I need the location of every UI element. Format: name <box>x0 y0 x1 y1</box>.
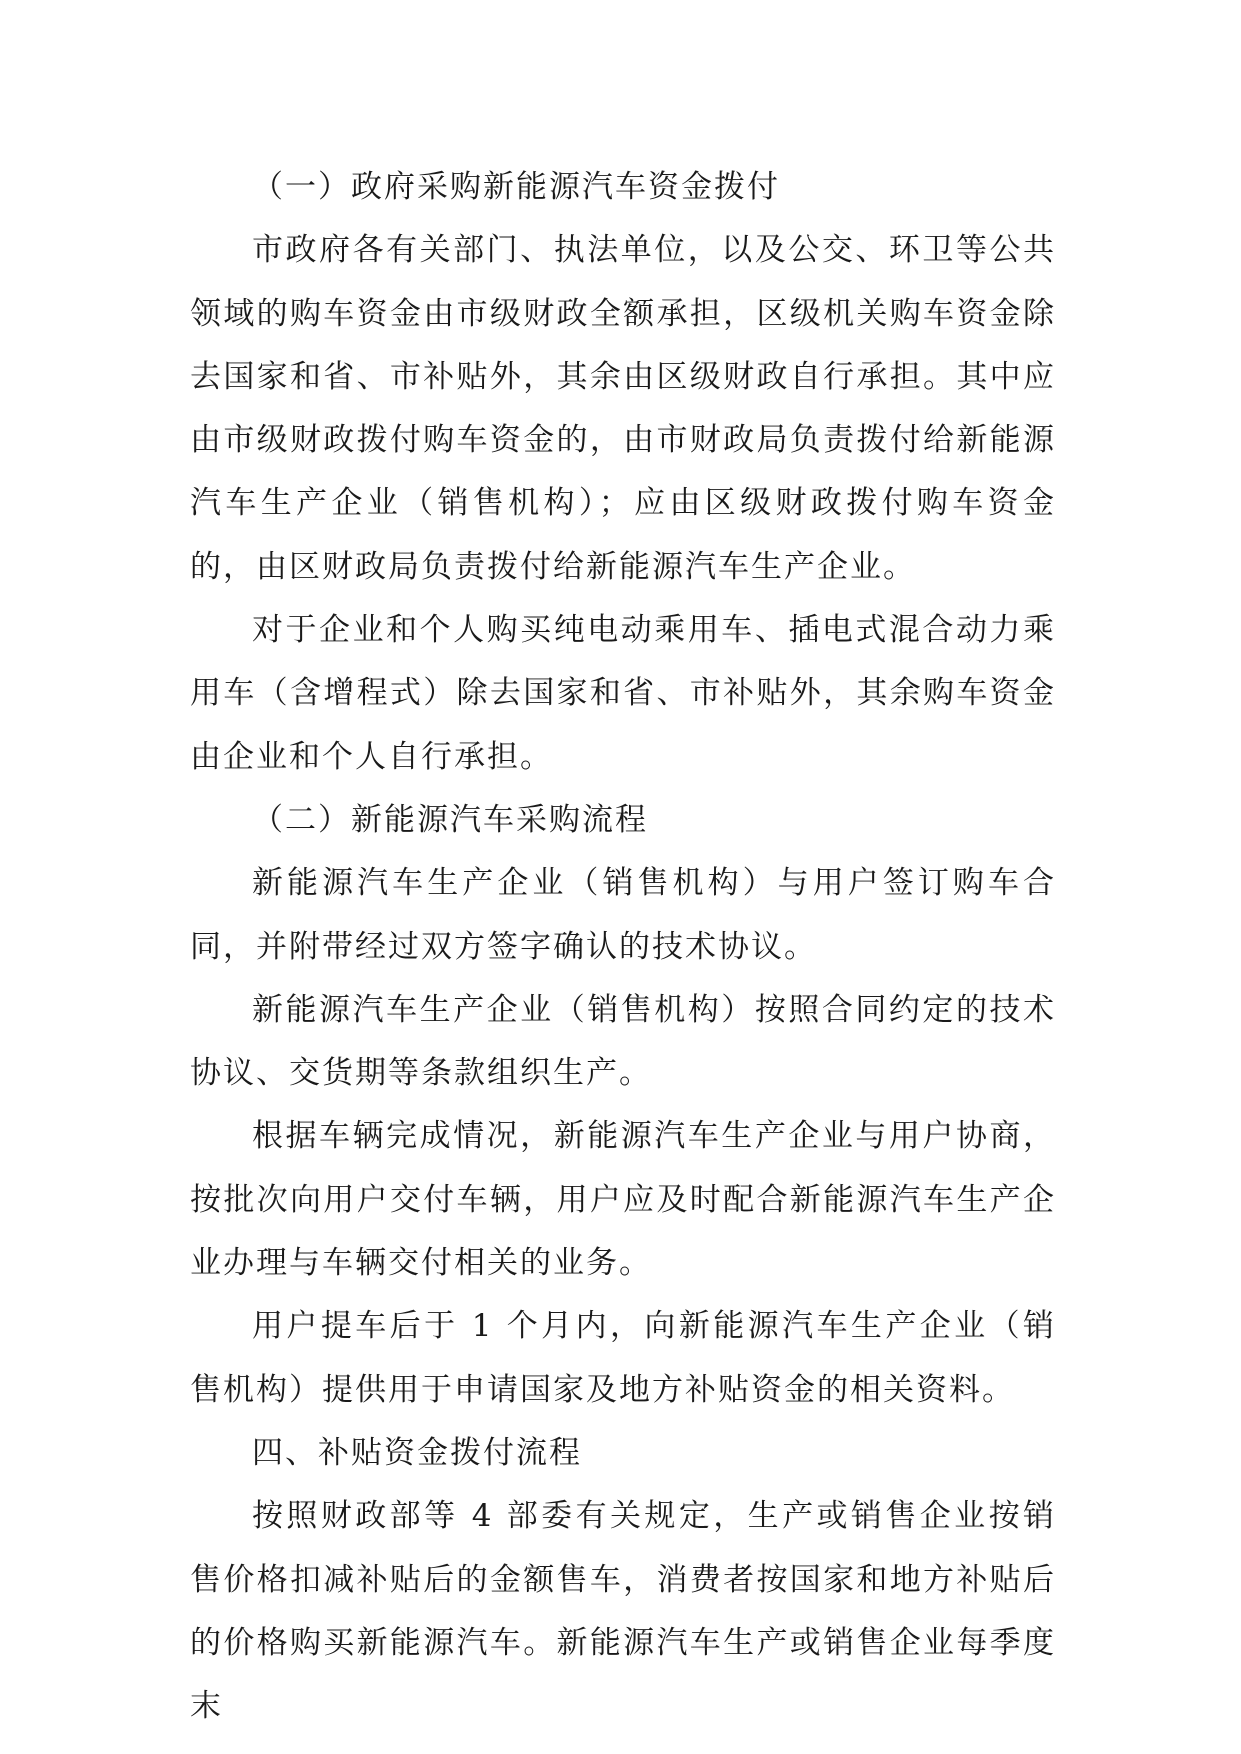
document-body <box>190 156 1056 1738</box>
section-heading-subsidy-process: 四、补贴资金拨付流程 <box>252 1434 582 1471</box>
section-heading-government-procurement: （一）政府采购新能源汽车资金拨付 <box>252 169 780 205</box>
section-heading-procurement-process: （二）新能源汽车采购流程 <box>252 801 648 838</box>
paragraph: 新能源汽车生产企业（销售机构）按照合同约定的技术协议、交货期等条款组织生产。 <box>190 991 1056 1092</box>
paragraph: 对于企业和个人购买纯电动乘用车、插电式混合动力乘用车（含增程式）除去国家和省、市补贴外，其余购车资金由企业和个人自行承担。 <box>190 612 1056 775</box>
paragraph: 新能源汽车生产企业（销售机构）与用户签订购车合同，并附带经过双方签字确认的技术协议。 <box>190 865 1056 965</box>
paragraph: 按照财政部等 4 部委有关规定，生产或销售企业按销售价格扣减补贴后的金额售车，消费者按国家和地方补贴后的价格购买新能源汽车。新能源汽车生产或销售企业每季度末 <box>190 1498 1056 1725</box>
paragraph: 市政府各有关部门、执法单位，以及公交、环卫等公共领域的购车资金由市级财政全额承担，区级机关购车资金除去国家和省、市补贴外，其余由区级财政自行承担。其中应由市级财政拨付购车资金的，由市财政局负责拨付给新能源汽车生产企业（销售机构）；应由区级财政拨付购车资金的，由区财政局负责拨付给新能源汽车生产企业。 <box>190 232 1056 585</box>
paragraph: 用户提车后于 1 个月内，向新能源汽车生产企业（销售机构）提供用于申请国家及地方补贴资金的相关资料。 <box>190 1308 1056 1408</box>
paragraph: 根据车辆完成情况，新能源汽车生产企业与用户协商，按批次向用户交付车辆，用户应及时配合新能源汽车生产企业办理与车辆交付相关的业务。 <box>190 1118 1056 1282</box>
